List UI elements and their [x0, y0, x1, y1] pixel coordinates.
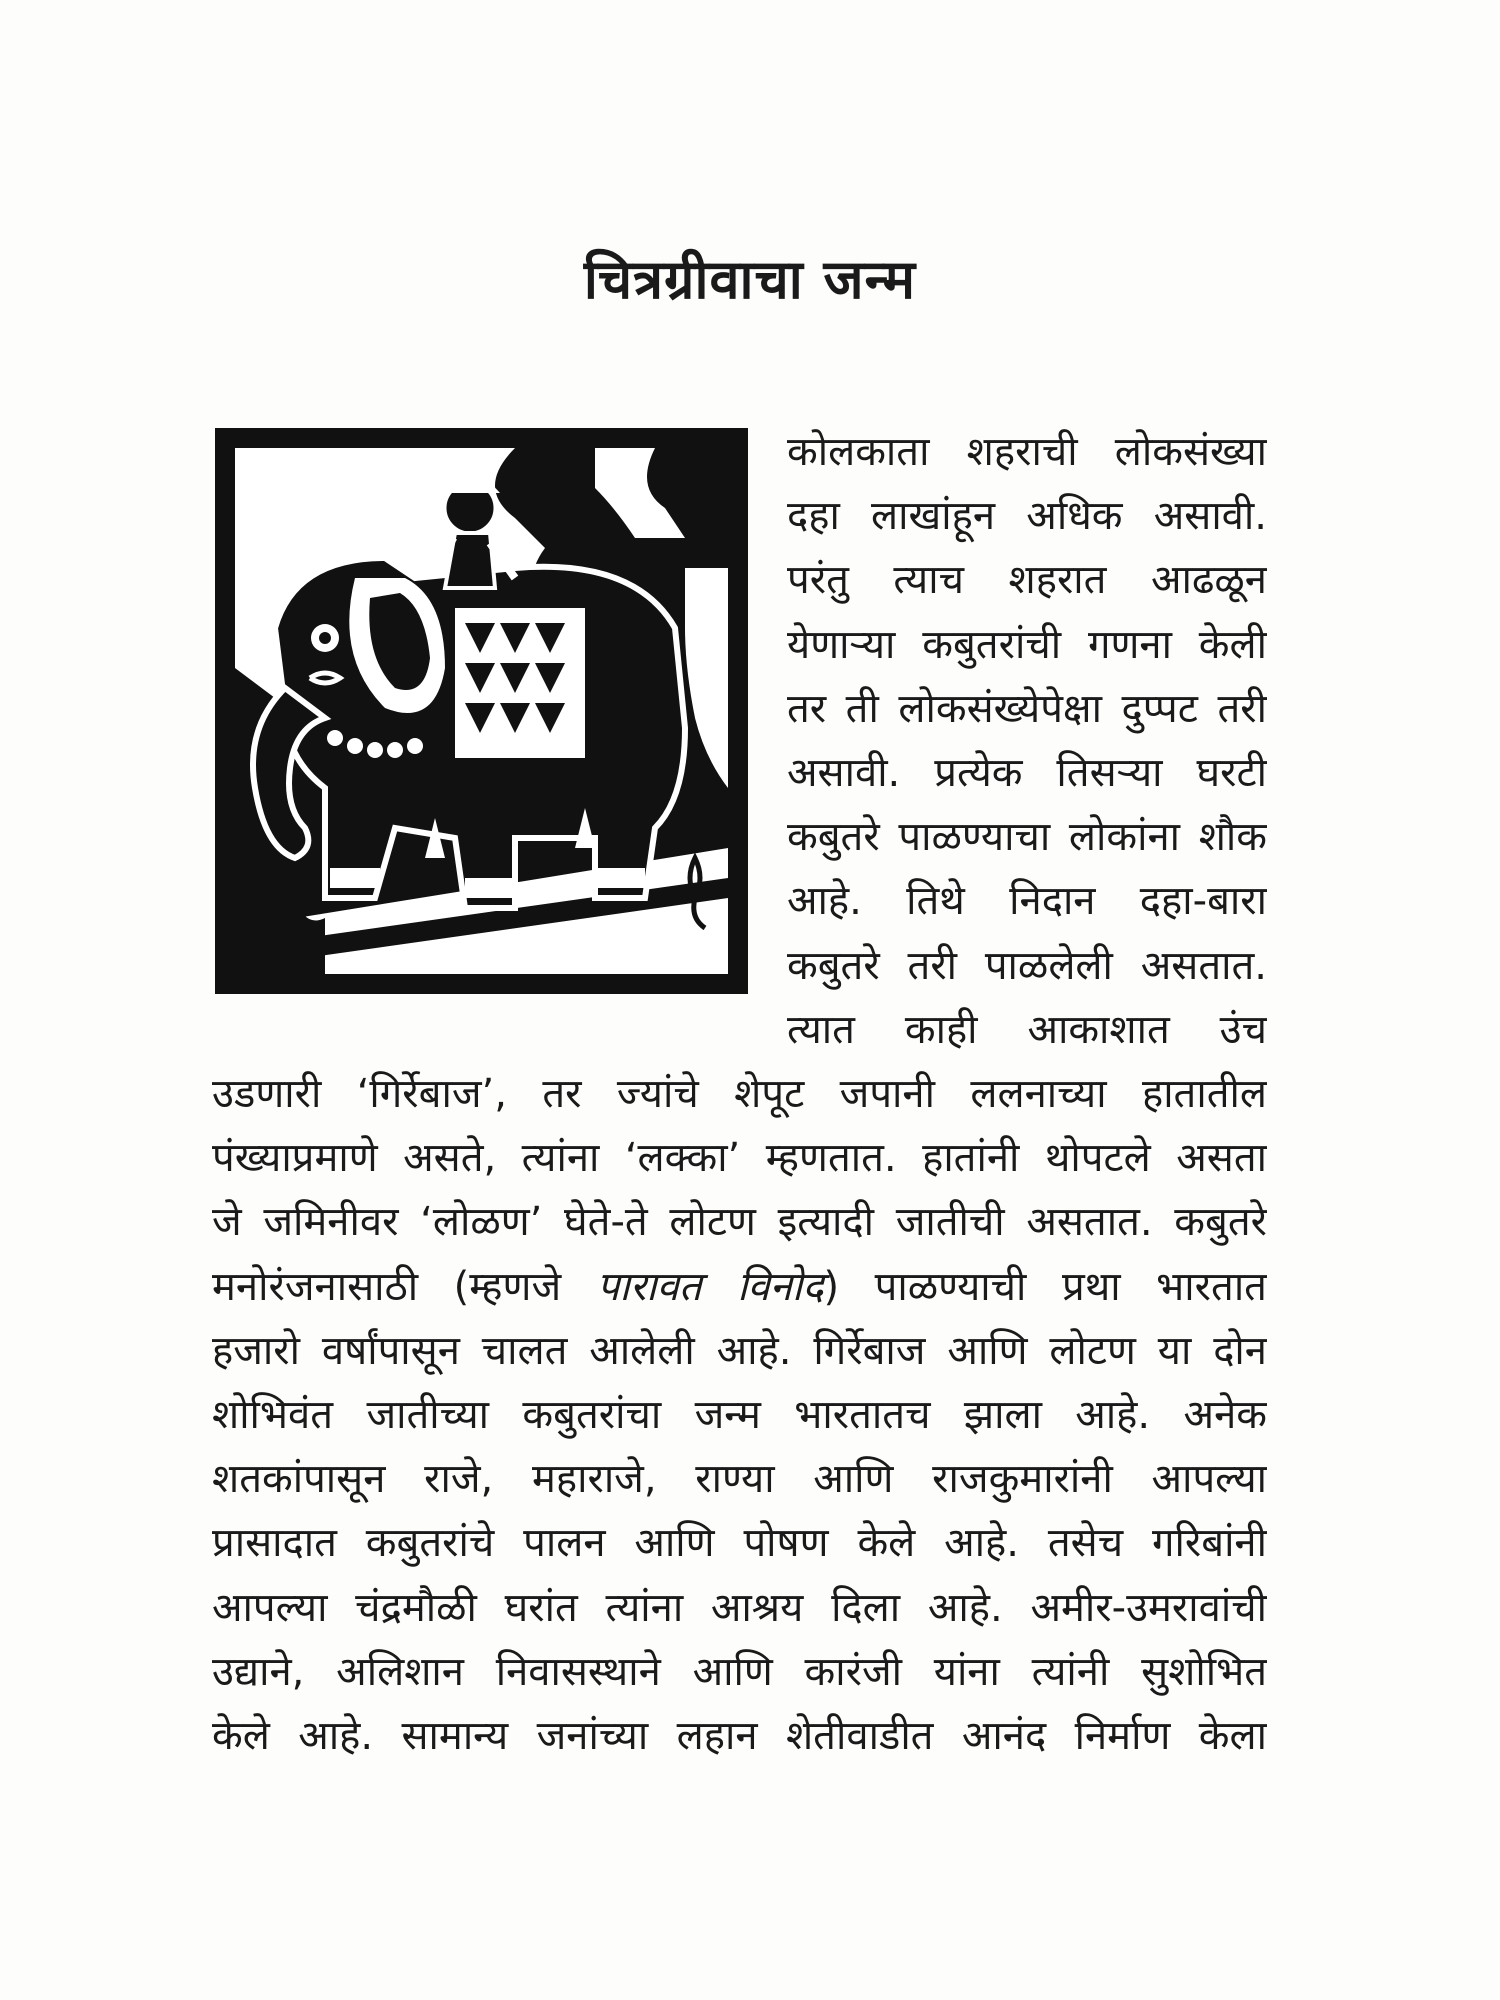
text-line: येणाऱ्या कबुतरांची गणना केली — [787, 621, 1267, 668]
text-segment: ) पाळण्याची प्रथा भारतात — [823, 1263, 1267, 1310]
text-line: शोभिवंत जातीच्या कबुतरांचा जन्म भारतातच झाला आहे. अनेक — [212, 1391, 1267, 1438]
text-line: प्रासादात कबुतरांचे पालन आणि पोषण केले आहे. तसेच गरिबांनी — [212, 1520, 1267, 1567]
text-line: त्यात काही आकाशात उंच — [787, 1006, 1267, 1053]
text-line: कोलकाता शहराची लोकसंख्या — [787, 429, 1267, 475]
text-line: शतकांपासून राजे, महाराजे, राण्या आणि राजकुमारांनी आपल्या — [212, 1456, 1267, 1503]
text-line: जे जमिनीवर ‘लोळण’ घेते-ते लोटण इत्यादी जातीची असतात. कबुतरे — [212, 1199, 1267, 1246]
text-line: उद्याने, अलिशान निवासस्थाने आणि कारंजी यांना त्यांनी सुशोभित — [212, 1648, 1267, 1695]
text-line: आहे. तिथे निदान दहा-बारा — [787, 878, 1267, 925]
elephant-with-rider-woodcut-icon — [215, 428, 748, 994]
text-line: उडणारी ‘गिर्रेबाज’, तर ज्यांचे शेपूट जपानी ललनाच्या हातातील — [212, 1071, 1267, 1117]
text-line: दहा लाखांहून अधिक असावी. — [787, 493, 1267, 540]
text-line: कबुतरे पाळण्याचा लोकांना शौक — [787, 814, 1267, 861]
italic-term: पारावत विनोद — [596, 1263, 824, 1310]
text-line: आपल्या चंद्रमौळी घरांत त्यांना आश्रय दिला आहे. अमीर-उमरावांची — [212, 1584, 1267, 1631]
text-line: असावी. प्रत्येक तिसऱ्या घरटी — [787, 749, 1267, 796]
text-line: पंख्याप्रमाणे असते, त्यांना ‘लक्का’ म्हणतात. हातांनी थोपटले असता — [212, 1135, 1267, 1182]
text-segment: मनोरंजनासाठी (म्हणजे — [212, 1263, 597, 1310]
text-line: हजारो वर्षांपासून चालत आलेली आहे. गिर्रेबाज आणि लोटण या दोन — [212, 1327, 1267, 1374]
text-line: तर ती लोकसंख्येपेक्षा दुप्पट तरी — [787, 685, 1267, 732]
body-paragraph — [212, 1062, 1267, 1768]
elephant-illustration — [215, 428, 748, 994]
text-line: केले आहे. सामान्य जनांच्या लहान शेतीवाडीत आनंद निर्माण केला — [212, 1712, 1267, 1759]
chapter-title: चित्रग्रीवाचा जन्म — [583, 248, 917, 311]
text-line: परंतु त्याच शहरात आढळून — [787, 557, 1267, 604]
wrapped-paragraph — [787, 420, 1267, 1062]
text-line: कबुतरे तरी पाळलेली असतात. — [787, 942, 1267, 989]
text-line — [212, 1255, 1267, 1319]
